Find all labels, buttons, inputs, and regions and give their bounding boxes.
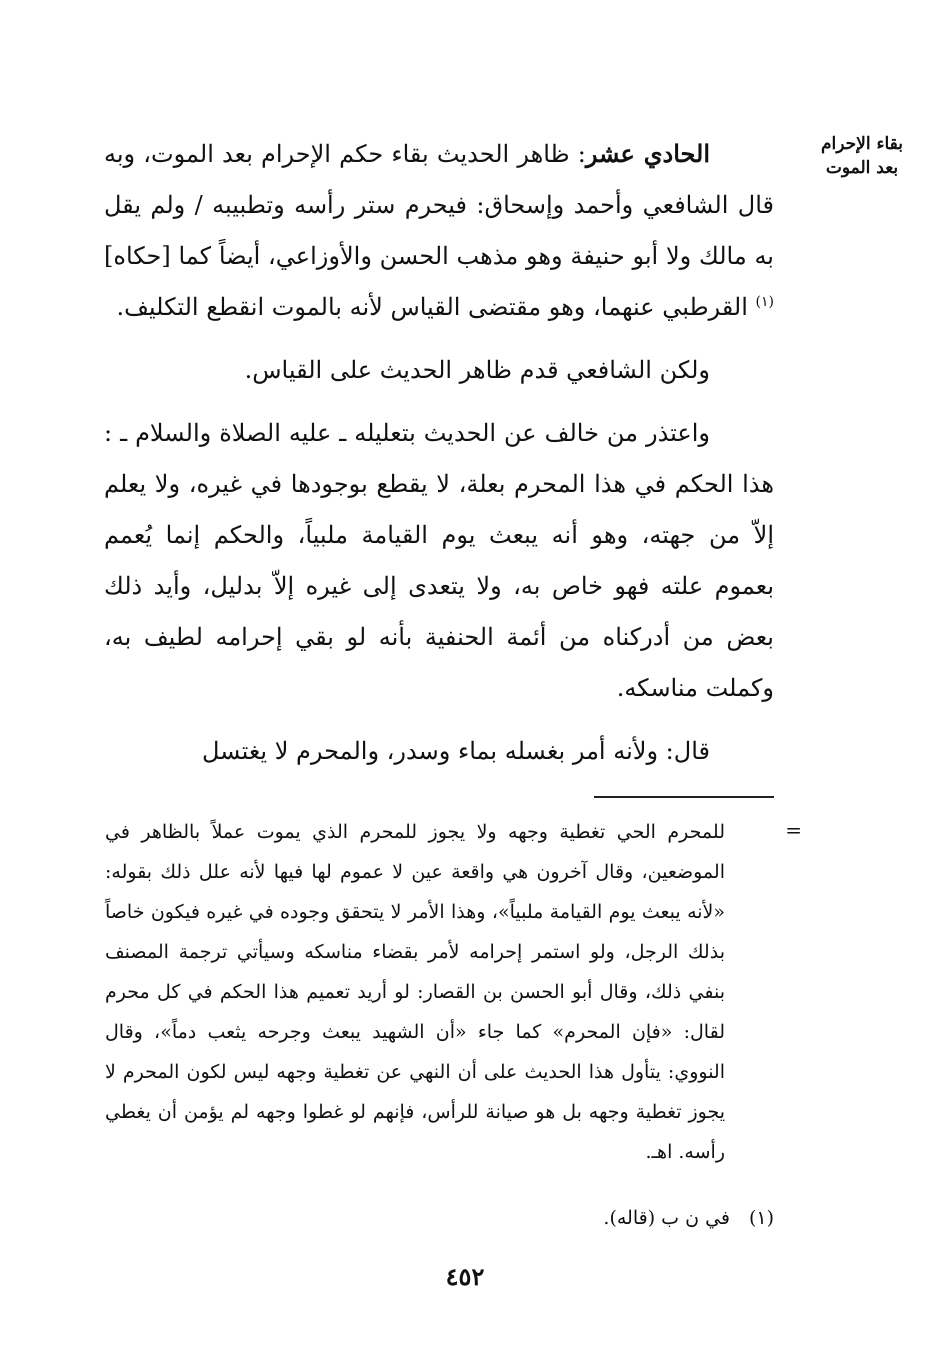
main-text: [104, 128, 774, 789]
footnote-1-text: في ن ب (قاله).: [603, 1207, 730, 1229]
page-number: ٤٥٢: [445, 1262, 485, 1291]
paragraph-1: [104, 128, 774, 333]
footnote-continuation: [105, 812, 725, 1172]
footnote-continuation-marker: =: [785, 818, 802, 842]
paragraph-lead: الحادي عشر: [585, 139, 710, 168]
footnote-divider: [594, 796, 774, 798]
paragraph-2: ولكن الشافعي قدم ظاهر الحديث على القياس.: [244, 356, 710, 384]
paragraph-3: واعتذر من خالف عن الحديث بتعليله ـ عليه الصلاة والسلام ـ : هذا الحكم في هذا المحرم بعلة، لا يقطع بوجودها في غيره، ولا يعلم إلاّ من جهته، وهو أنه يبعث يوم القيامة ملبياً، والحكم إنما يُعمم بعموم علته فهو خاص به، ولا يتعدى إلى غيره إلاّ بدليل، وأيد ذلك بعض من أدركناه من أئمة الحنفية بأنه لو بقي إحرامه لطيف به، وكملت مناسكه.: [104, 419, 774, 702]
margin-note: بقاء الإحرام بعد الموت: [821, 134, 903, 178]
paragraph-1-tail: القرطبي عنهما، وهو مقتضى القياس لأنه بالموت انقطع التكليف.: [116, 293, 756, 321]
paragraph-1-body: : ظاهر الحديث بقاء حكم الإحرام بعد الموت، وبه قال الشافعي وأحمد وإسحاق: فيحرم ستر رأسه وتطبيبه / ولم يقل به مالك ولا أبو حنيفة وهو مذهب الحسن والأوزاعي، أيضاً كما [حكاه]: [104, 140, 774, 270]
footnote-reference: (١): [755, 294, 774, 310]
footnote-1-number: (١): [748, 1207, 774, 1229]
footnote-continuation-text: للمحرم الحي تغطية وجهه ولا يجوز للمحرم الذي يموت عملاً بالظاهر في الموضعين، وقال آخرون هي واقعة عين لا عموم لها فيها لأنه علل ذلك بقوله: «لأنه يبعث يوم القيامة ملبياً»، وهذا الأمر لا يتحقق وجوده في غيره فيكون خاصاً بذلك الرجل، ولو استمر إحرامه لأمر بقضاء مناسكه وسيأتي ترجمة المصنف بنفي ذلك، وقال أبو الحسن بن القصار: لو أريد تعميم هذا الحكم في كل محرم لقال: «فإن المحرم» كما جاء «أن الشهيد يبعث وجرحه يثعب دماً»، وقال النووي: يتأول هذا الحديث على أن النهي عن تغطية وجهه ليس لكون المحرم لا يجوز تغطية وجهه بل هو صيانة للرأس، فإنهم لو غطوا وجهه لم يؤمن أن يغطي رأسه. اهـ.: [105, 821, 725, 1163]
footnote-1: [154, 1198, 774, 1238]
paragraph-4: قال: ولأنه أمر بغسله بماء وسدر، والمحرم لا يغتسل: [201, 737, 710, 765]
